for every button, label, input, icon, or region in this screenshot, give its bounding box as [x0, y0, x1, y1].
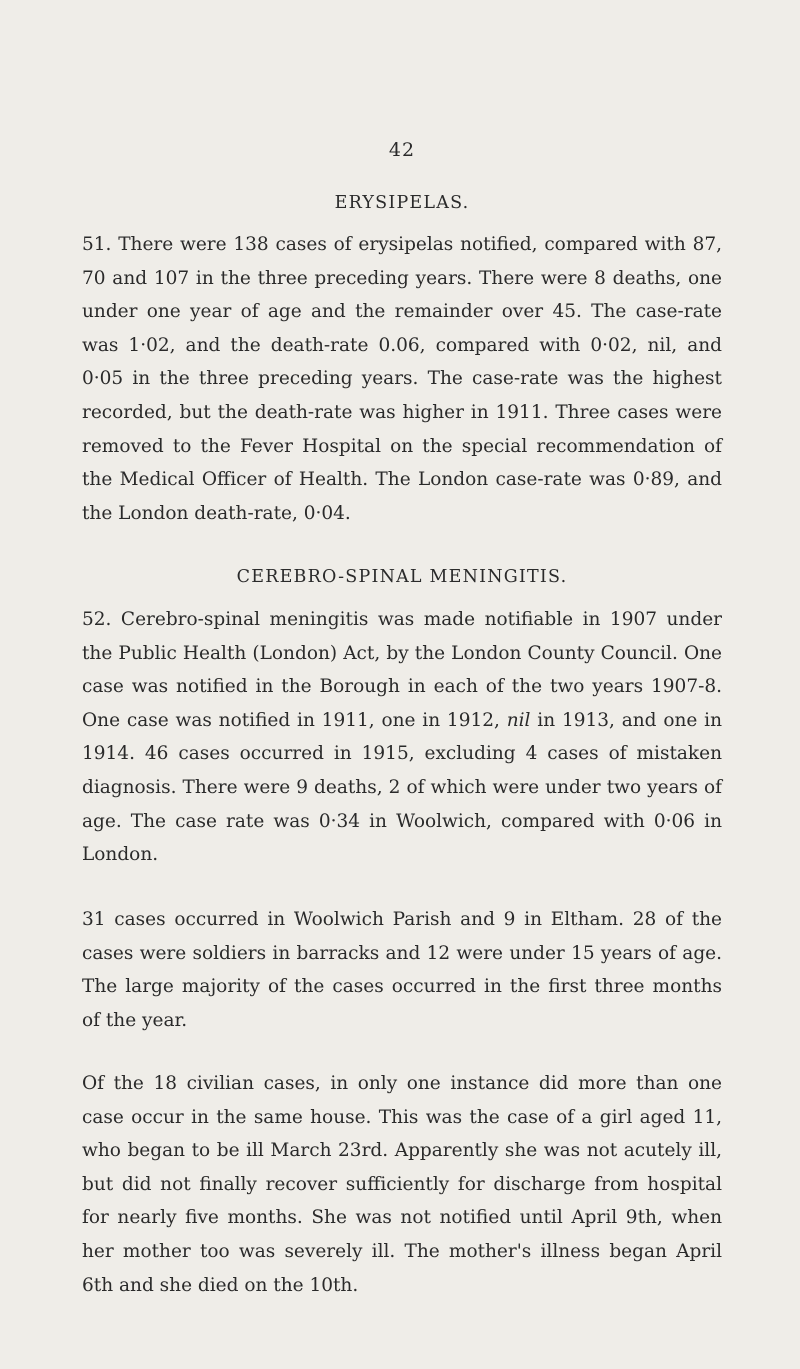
italic-nil: nil	[506, 709, 531, 731]
paragraph-52: 52. Cerebro-spinal meningitis was made notifiable in 1907 under the Public Health (London) Act, by the London County Council. One case was notified in the Borough in each of the two years 1907-8. One case was notified in 1911, one in 1912, nil in 1913, and one in 1914. 46 cases occurred in 1915, excluding 4 cases of mistaken diagnosis. There were 9 deaths, 2 of which were under two years of age. The case rate was 0·34 in Woolwich, compared with 0·06 in London.	[82, 609, 722, 866]
paragraph-woolwich-eltham-cases: 31 cases occurred in Woolwich Parish and 9 in Eltham. 28 of the cases were soldiers in barracks and 12 were under 15 years of age. The large majority of the cases occurred in the first three months of the year.	[82, 909, 722, 1031]
page-number: 42	[388, 139, 416, 161]
paragraph-51: 51. There were 138 cases of erysipelas notified, compared with 87, 70 and 107 in the three preceding years. There were 8 deaths, one under one year of age and the remainder over 45. The case-rate was 1·02, and the death-rate 0.06, compared with 0·02, nil, and 0·05 in the three preceding years. The case-rate was the highest recorded, but the death-rate was higher in 1911. Three cases were removed to the Fever Hospital on the special recommendation of the Medical Officer of Health. The London case-rate was 0·89, and the London death-rate, 0·04.	[82, 234, 722, 524]
section-heading-cerebro-spinal-meningitis: CEREBRO-SPINAL MENINGITIS.	[236, 567, 568, 587]
section-heading-erysipelas: ERYSIPELAS.	[334, 193, 470, 213]
paragraph-civilian-cases: Of the 18 civilian cases, in only one instance did more than one case occur in the same house. This was the case of a girl aged 11, who began to be ill March 23rd. Apparently she was not acutely ill, but did not finally recover sufficiently for discharge from hospital for nearly five months. She was not notified until April 9th, when her mother too was severely ill. The mother's illness began April 6th and she died on the 10th.	[82, 1073, 722, 1296]
